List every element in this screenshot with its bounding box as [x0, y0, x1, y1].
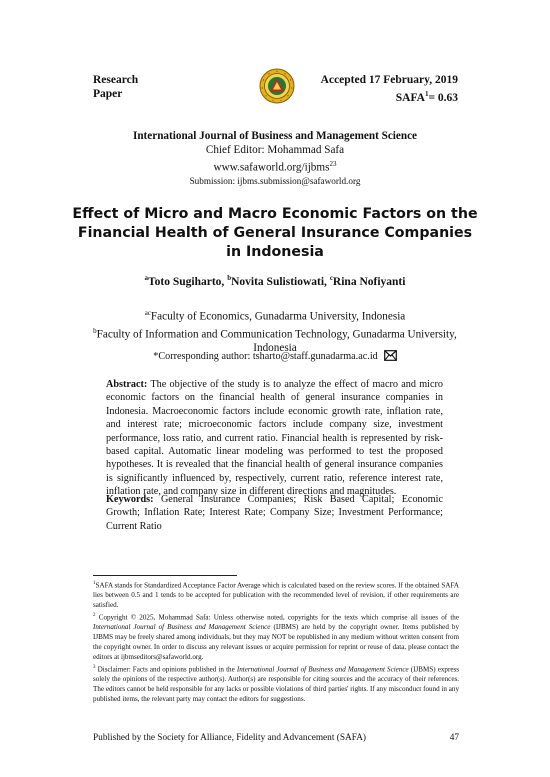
keywords: [106, 493, 443, 533]
footnote-mark: 1: [93, 581, 96, 586]
keywords-label: Keywords:: [106, 494, 154, 505]
safa-footnote-ref[interactable]: 1: [424, 90, 429, 98]
journal-name: International Journal of Business and Management Science: [132, 130, 418, 142]
title-line3: in Indonesia: [226, 244, 324, 260]
website-footnote-ref[interactable]: 23: [329, 160, 337, 168]
abstract-text: The objective of the study is to analyze the effect of macro and micro economic factors on the financial health of general insurance companies in Indonesia. Macroeconomic factors include economic growth rate, inflation rate, and interest rate; microeconomic factors include company size, investment performance, loss ratio, and current ratio. Financial health is represented by risk-based capital. Automatic linear modeling was performed to test the proposed hypotheses. It is revealed that the financial health of general insurance companies is significantly influenced by, respectively, current ratio, reference interest rate, inflation rate, and company size in different directions and magnitudes.: [106, 379, 443, 498]
accepted-date: Accepted 17 February, 2019: [320, 74, 458, 86]
footnote-text: Copyright © 2025, Mohammad Safa: Unless otherwise noted, copyrights for the texts which comprise all issues of the: [95, 613, 459, 622]
envelope-icon[interactable]: [384, 350, 397, 361]
affiliations: [85, 306, 465, 355]
article-type: [93, 73, 138, 101]
footnotes: [93, 579, 459, 705]
corresponding-author: [0, 350, 550, 362]
keywords-text: General Insurance Companies; Risk Based Capital; Economic Growth; Inflation Rate; Interest Rate; Company Size; Investment Performance; Current Ratio: [106, 494, 443, 532]
author-name: Novita Sulistiowati,: [231, 275, 330, 288]
paper-title: [60, 205, 490, 262]
article-type-line2: Paper: [93, 88, 123, 100]
affiliation-1: [85, 306, 465, 324]
journal-website-link[interactable]: www.safaworld.org/ijbms: [213, 161, 330, 174]
safa-score: [321, 87, 458, 105]
footnote-mark: 2: [93, 613, 96, 619]
safa-value: = 0.63: [428, 91, 458, 104]
footnote-mark: 3: [93, 664, 96, 670]
chief-editor: Chief Editor: Mohammad Safa: [205, 144, 345, 156]
journal-name-italic: International Journal of Business and Management Science: [236, 665, 409, 674]
journal-website[interactable]: [0, 157, 550, 175]
author-list: [0, 274, 550, 288]
author-name: Toto Sugiharto,: [148, 275, 228, 288]
footnote-text: (IJBMS) are held by the copyright owner. Items published by IJBMS may be freely shared among individuals, but they may NOT be republished in any medium without written consent from the copyright owner. In order to discuss any relevant issues or acquire permission for reprint or reuse of data, please contact the editors at ijbmseditors@safaworld.org.: [93, 623, 460, 662]
footnote-2: [93, 611, 459, 663]
author-name: Rina Nofiyanti: [332, 275, 406, 288]
affiliation-mark: ac: [144, 309, 151, 317]
publisher-line: Published by the Society for Alliance, Fidelity and Advancement (SAFA): [93, 733, 367, 743]
journal-name-italic: International Journal of Business and Management Science: [93, 623, 271, 632]
acceptance-info: [321, 73, 458, 105]
journal-seal-logo-icon: [259, 68, 295, 104]
abstract: [106, 378, 443, 499]
submission-email[interactable]: Submission: ijbms.submission@safaworld.org: [189, 175, 361, 186]
footnote-3: [93, 663, 459, 705]
title-line2: Financial Health of General Insurance Companies: [77, 225, 473, 241]
author-affil-mark: a: [144, 274, 149, 282]
page-number: 47: [449, 733, 459, 743]
footnote-text: Disclaimer: Facts and opinions published in the: [95, 665, 237, 674]
affiliation-mark: b: [93, 326, 97, 335]
title-line1: Effect of Micro and Macro Economic Factors on the: [72, 206, 478, 222]
footnote-text: SAFA stands for Standardized Acceptance Factor Average which is calculated based on the review scores. If the obtained SAFA lies between 0.5 and 1 tends to be accepted for publication with the recommended level of revision, if other requirements are satisfied.: [93, 581, 459, 610]
author-affil-mark: b: [227, 274, 232, 282]
footnote-1: [93, 579, 459, 611]
article-type-line1: Research: [93, 74, 139, 86]
corresponding-email[interactable]: *Corresponding author: tsharto@staff.gunadarma.ac.id: [153, 351, 378, 362]
abstract-label: Abstract:: [106, 379, 148, 390]
author-affil-mark: c: [329, 274, 333, 282]
affiliation-text: Faculty of Information and Communication Technology, Gunadarma University, Indonesia: [96, 328, 457, 355]
affiliation-text: Faculty of Economics, Gunadarma University, Indonesia: [150, 310, 406, 323]
safa-label: SAFA: [395, 91, 425, 104]
journal-info: [0, 129, 550, 188]
footnote-text: (IJBMS) express solely the opinions of the respective author(s). Author(s) are responsible for citing sources and the accuracy of their references. The editors cannot be held responsible for any lacks or possible violations of third parties' rights. If any misconduct found in any published items, the relevant party may contact the editors for suggestions.: [93, 665, 460, 704]
footnote-divider: [93, 575, 237, 576]
